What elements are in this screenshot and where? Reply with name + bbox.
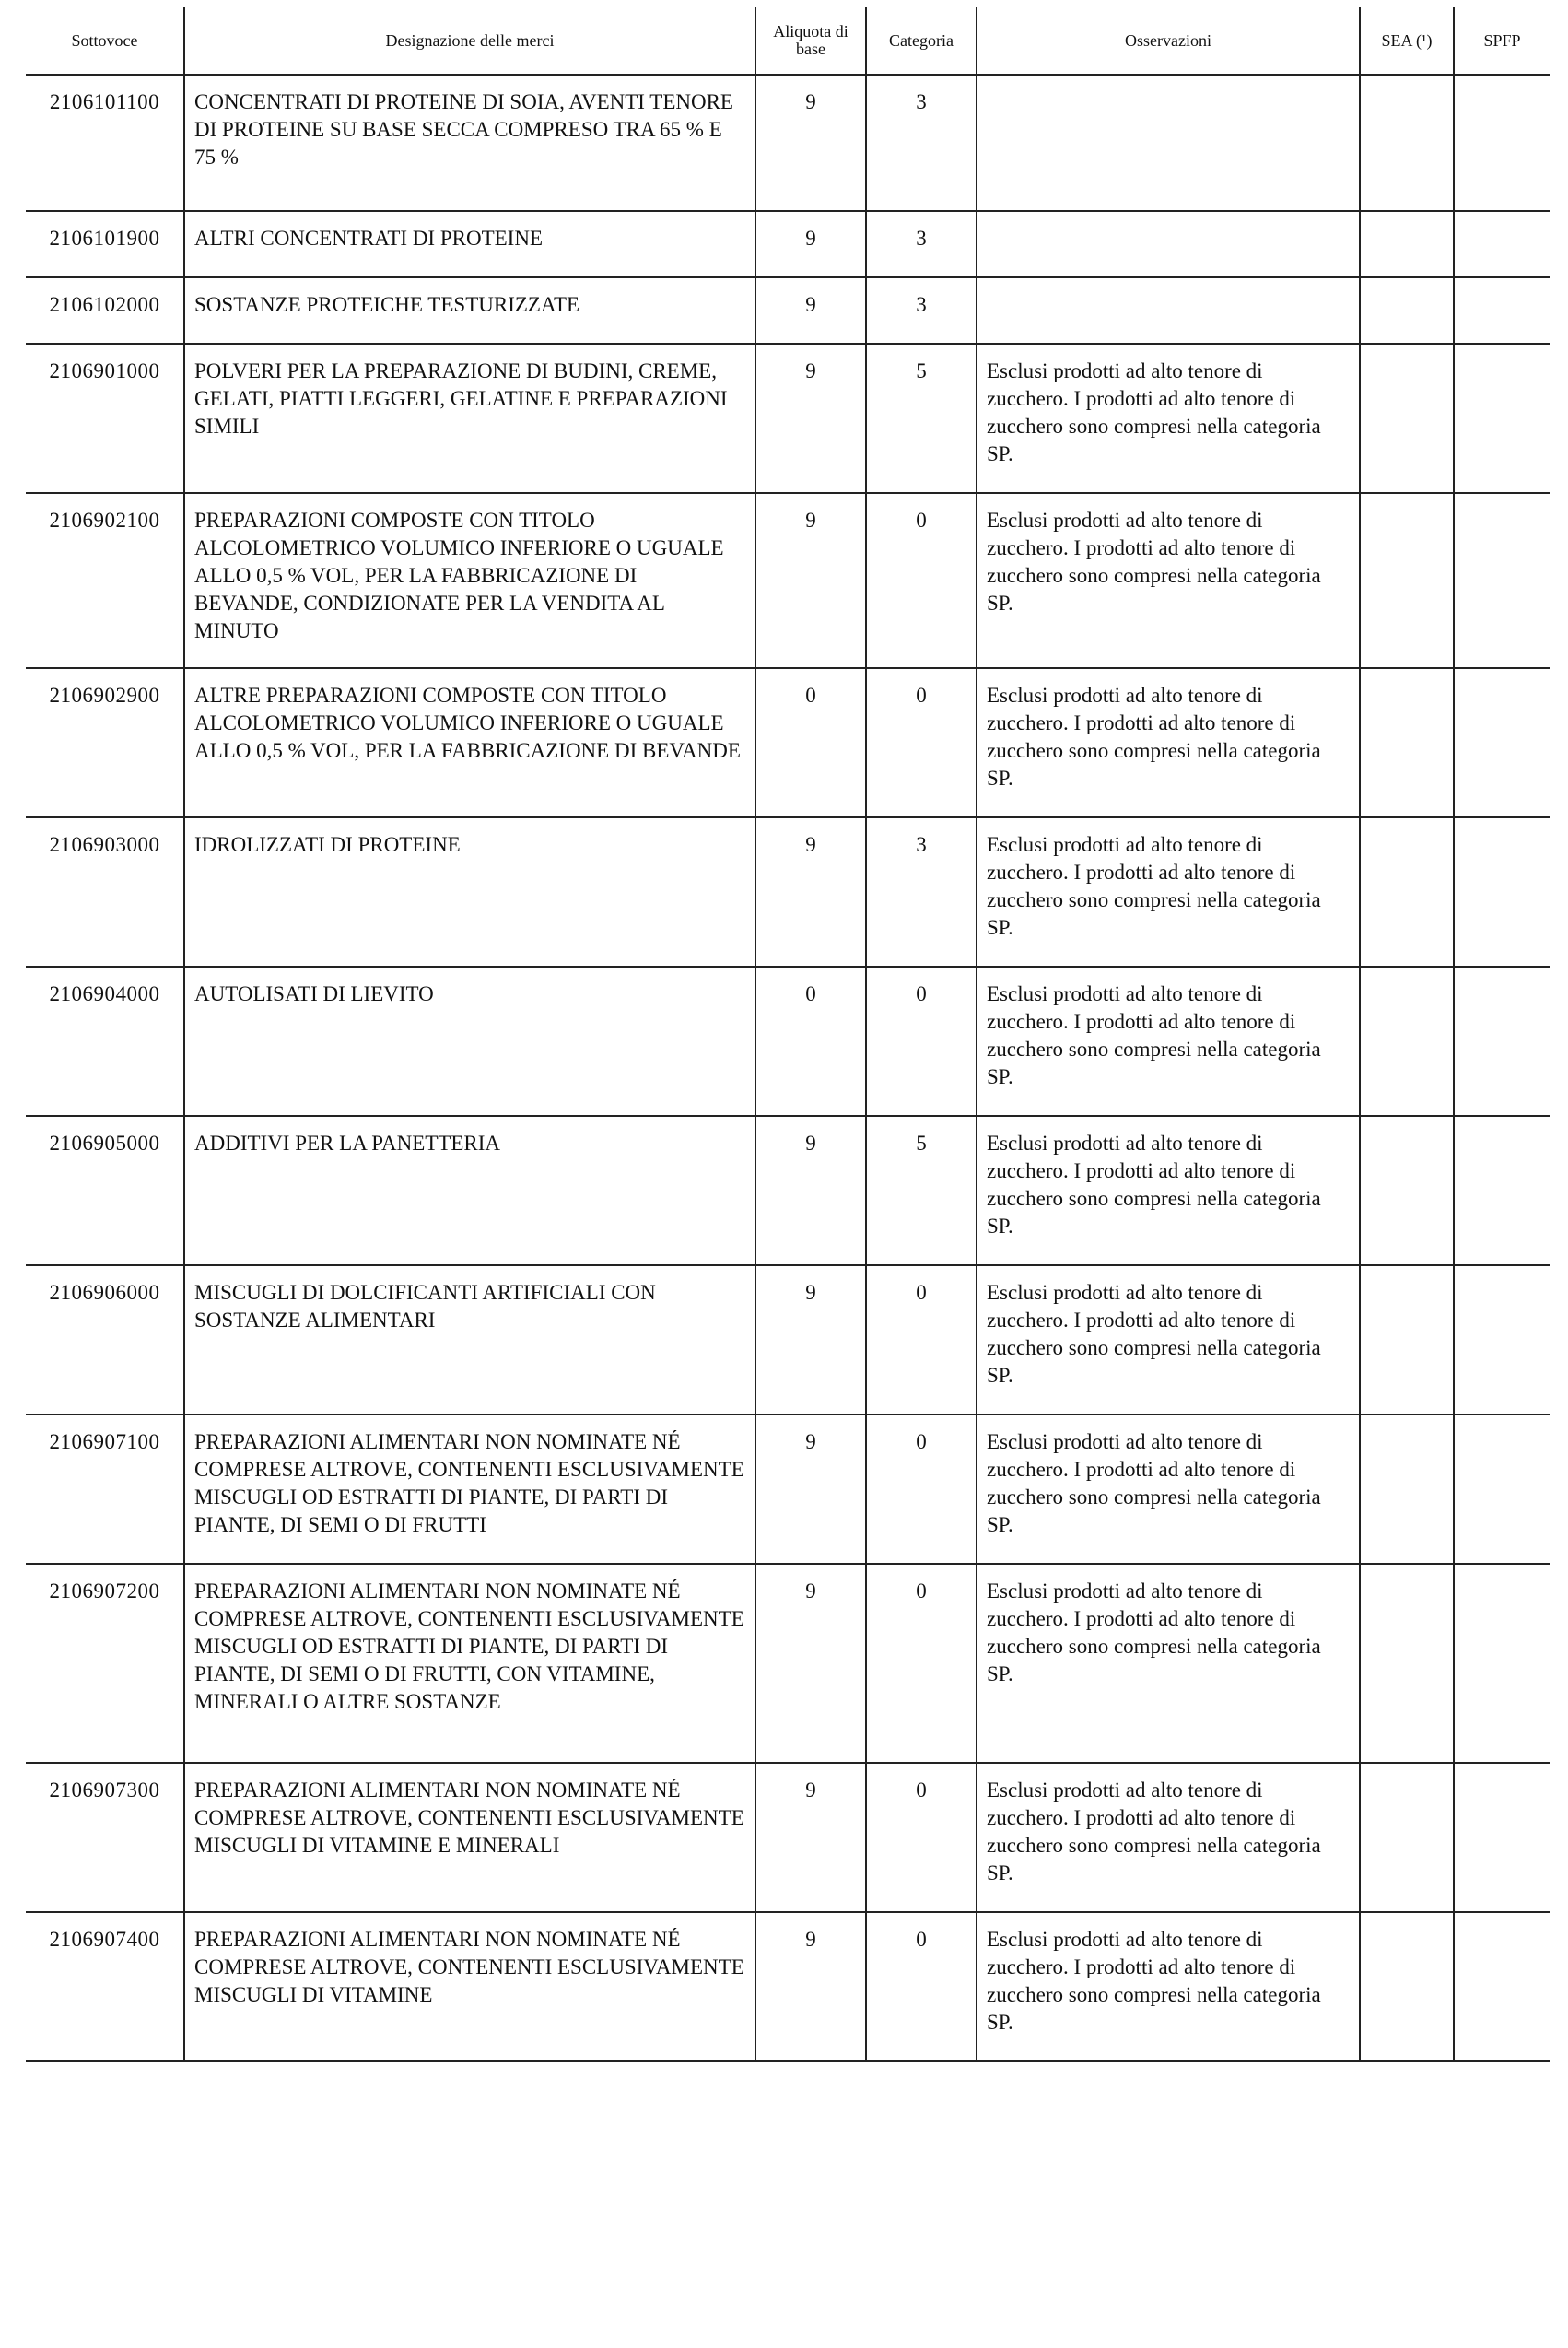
- cell-designazione: CONCENTRATI DI PROTEINE DI SOIA, AVENTI TENORE DI PROTEINE SU BASE SECCA COMPRESO TRA 65 % E 75 %: [184, 75, 755, 211]
- cell-aliquota: 9: [755, 277, 866, 344]
- cell-categoria: 0: [866, 493, 977, 668]
- cell-aliquota: 9: [755, 1564, 866, 1763]
- cell-sottovoce: 2106901000: [26, 344, 184, 493]
- cell-designazione: SOSTANZE PROTEICHE TESTURIZZATE: [184, 277, 755, 344]
- cell-categoria: 3: [866, 817, 977, 967]
- cell-osservazioni: Esclusi prodotti ad alto tenore di zucchero. I prodotti ad alto tenore di zucchero sono compresi nella categoria SP.: [977, 344, 1360, 493]
- cell-sea: [1360, 1265, 1454, 1415]
- cell-spfp: [1454, 1265, 1550, 1415]
- cell-aliquota: 9: [755, 344, 866, 493]
- cell-designazione: MISCUGLI DI DOLCIFICANTI ARTIFICIALI CON SOSTANZE ALIMENTARI: [184, 1265, 755, 1415]
- cell-osservazioni: Esclusi prodotti ad alto tenore di zucchero. I prodotti ad alto tenore di zucchero sono compresi nella categoria SP.: [977, 1564, 1360, 1763]
- cell-sea: [1360, 1912, 1454, 2061]
- cell-osservazioni: Esclusi prodotti ad alto tenore di zucchero. I prodotti ad alto tenore di zucchero sono compresi nella categoria SP.: [977, 1415, 1360, 1564]
- table-row: [26, 1564, 1550, 1763]
- cell-osservazioni: Esclusi prodotti ad alto tenore di zucchero. I prodotti ad alto tenore di zucchero sono compresi nella categoria SP.: [977, 1912, 1360, 2061]
- table-row: [26, 1116, 1550, 1265]
- cell-osservazioni: Esclusi prodotti ad alto tenore di zucchero. I prodotti ad alto tenore di zucchero sono compresi nella categoria SP.: [977, 668, 1360, 817]
- table-header: [26, 7, 1550, 75]
- cell-designazione: IDROLIZZATI DI PROTEINE: [184, 817, 755, 967]
- cell-designazione: PREPARAZIONI ALIMENTARI NON NOMINATE NÉ COMPRESE ALTROVE, CONTENENTI ESCLUSIVAMENTE MISCUGLI DI VITAMINE: [184, 1912, 755, 2061]
- table-body: [26, 75, 1550, 2061]
- cell-aliquota: 9: [755, 1265, 866, 1415]
- cell-aliquota: 9: [755, 211, 866, 277]
- cell-spfp: [1454, 277, 1550, 344]
- cell-sottovoce: 2106902100: [26, 493, 184, 668]
- cell-designazione: PREPARAZIONI ALIMENTARI NON NOMINATE NÉ COMPRESE ALTROVE, CONTENENTI ESCLUSIVAMENTE MISCUGLI OD ESTRATTI DI PIANTE, DI PARTI DI PIANTE, DI SEMI O DI FRUTTI: [184, 1415, 755, 1564]
- cell-sea: [1360, 277, 1454, 344]
- table-row: [26, 668, 1550, 817]
- cell-categoria: 0: [866, 1265, 977, 1415]
- cell-categoria: 0: [866, 1912, 977, 2061]
- table-row: [26, 75, 1550, 211]
- cell-osservazioni: Esclusi prodotti ad alto tenore di zucchero. I prodotti ad alto tenore di zucchero sono compresi nella categoria SP.: [977, 1116, 1360, 1265]
- cell-osservazioni: Esclusi prodotti ad alto tenore di zucchero. I prodotti ad alto tenore di zucchero sono compresi nella categoria SP.: [977, 967, 1360, 1116]
- cell-sottovoce: 2106907300: [26, 1763, 184, 1912]
- table-row: [26, 211, 1550, 277]
- cell-designazione: ADDITIVI PER LA PANETTERIA: [184, 1116, 755, 1265]
- cell-categoria: 5: [866, 344, 977, 493]
- cell-spfp: [1454, 1912, 1550, 2061]
- cell-designazione: ALTRI CONCENTRATI DI PROTEINE: [184, 211, 755, 277]
- table-row: [26, 1265, 1550, 1415]
- header-categoria: Categoria: [866, 7, 977, 75]
- header-sottovoce: Sottovoce: [26, 7, 184, 75]
- cell-categoria: 3: [866, 75, 977, 211]
- header-designazione: Designazione delle merci: [184, 7, 755, 75]
- cell-sottovoce: 2106907400: [26, 1912, 184, 2061]
- cell-sea: [1360, 967, 1454, 1116]
- cell-aliquota: 9: [755, 1116, 866, 1265]
- cell-sea: [1360, 211, 1454, 277]
- cell-aliquota: 9: [755, 493, 866, 668]
- cell-sea: [1360, 344, 1454, 493]
- header-osservazioni: Osservazioni: [977, 7, 1360, 75]
- cell-sottovoce: 2106903000: [26, 817, 184, 967]
- cell-spfp: [1454, 967, 1550, 1116]
- table-row: [26, 344, 1550, 493]
- cell-aliquota: 9: [755, 817, 866, 967]
- cell-aliquota: 9: [755, 1763, 866, 1912]
- cell-designazione: PREPARAZIONI COMPOSTE CON TITOLO ALCOLOMETRICO VOLUMICO INFERIORE O UGUALE ALLO 0,5 % VOL, PER LA FABBRICAZIONE DI BEVANDE, CONDIZIONATE PER LA VENDITA AL MINUTO: [184, 493, 755, 668]
- cell-categoria: 5: [866, 1116, 977, 1265]
- cell-sottovoce: 2106905000: [26, 1116, 184, 1265]
- cell-spfp: [1454, 75, 1550, 211]
- cell-sea: [1360, 75, 1454, 211]
- header-sea: SEA (¹): [1360, 7, 1454, 75]
- cell-categoria: 3: [866, 277, 977, 344]
- table-row: [26, 1912, 1550, 2061]
- cell-sottovoce: 2106904000: [26, 967, 184, 1116]
- cell-sottovoce: 2106902900: [26, 668, 184, 817]
- table-row: [26, 967, 1550, 1116]
- cell-sottovoce: 2106102000: [26, 277, 184, 344]
- cell-categoria: 0: [866, 1564, 977, 1763]
- cell-sottovoce: 2106907200: [26, 1564, 184, 1763]
- cell-spfp: [1454, 211, 1550, 277]
- header-spfp: SPFP: [1454, 7, 1550, 75]
- cell-sottovoce: 2106101100: [26, 75, 184, 211]
- cell-osservazioni: [977, 211, 1360, 277]
- cell-designazione: PREPARAZIONI ALIMENTARI NON NOMINATE NÉ COMPRESE ALTROVE, CONTENENTI ESCLUSIVAMENTE MISCUGLI OD ESTRATTI DI PIANTE, DI PARTI DI PIANTE, DI SEMI O DI FRUTTI, CON VITAMINE, MINERALI O ALTRE SOSTANZE: [184, 1564, 755, 1763]
- cell-sea: [1360, 1116, 1454, 1265]
- cell-sea: [1360, 1564, 1454, 1763]
- tariff-table: [26, 7, 1550, 2062]
- header-row: [26, 7, 1550, 75]
- cell-sea: [1360, 817, 1454, 967]
- cell-osservazioni: [977, 277, 1360, 344]
- table-row: [26, 817, 1550, 967]
- cell-spfp: [1454, 668, 1550, 817]
- cell-designazione: PREPARAZIONI ALIMENTARI NON NOMINATE NÉ COMPRESE ALTROVE, CONTENENTI ESCLUSIVAMENTE MISCUGLI DI VITAMINE E MINERALI: [184, 1763, 755, 1912]
- cell-sea: [1360, 1763, 1454, 1912]
- cell-categoria: 0: [866, 1415, 977, 1564]
- header-aliquota: Aliquota di base: [755, 7, 866, 75]
- table-row: [26, 1415, 1550, 1564]
- cell-spfp: [1454, 344, 1550, 493]
- cell-spfp: [1454, 1415, 1550, 1564]
- cell-sottovoce: 2106907100: [26, 1415, 184, 1564]
- cell-osservazioni: Esclusi prodotti ad alto tenore di zucchero. I prodotti ad alto tenore di zucchero sono compresi nella categoria SP.: [977, 493, 1360, 668]
- cell-osservazioni: Esclusi prodotti ad alto tenore di zucchero. I prodotti ad alto tenore di zucchero sono compresi nella categoria SP.: [977, 1265, 1360, 1415]
- cell-sea: [1360, 1415, 1454, 1564]
- cell-designazione: ALTRE PREPARAZIONI COMPOSTE CON TITOLO ALCOLOMETRICO VOLUMICO INFERIORE O UGUALE ALLO 0,5 % VOL, PER LA FABBRICAZIONE DI BEVANDE: [184, 668, 755, 817]
- cell-designazione: POLVERI PER LA PREPARAZIONE DI BUDINI, CREME, GELATI, PIATTI LEGGERI, GELATINE E PREPARAZIONI SIMILI: [184, 344, 755, 493]
- cell-sea: [1360, 668, 1454, 817]
- cell-aliquota: 9: [755, 1415, 866, 1564]
- table-row: [26, 277, 1550, 344]
- cell-aliquota: 9: [755, 75, 866, 211]
- cell-sottovoce: 2106906000: [26, 1265, 184, 1415]
- cell-osservazioni: [977, 75, 1360, 211]
- cell-categoria: 0: [866, 967, 977, 1116]
- cell-categoria: 0: [866, 1763, 977, 1912]
- cell-spfp: [1454, 1564, 1550, 1763]
- cell-aliquota: 0: [755, 668, 866, 817]
- cell-sottovoce: 2106101900: [26, 211, 184, 277]
- cell-spfp: [1454, 817, 1550, 967]
- cell-spfp: [1454, 1116, 1550, 1265]
- cell-aliquota: 0: [755, 967, 866, 1116]
- cell-sea: [1360, 493, 1454, 668]
- cell-categoria: 0: [866, 668, 977, 817]
- cell-aliquota: 9: [755, 1912, 866, 2061]
- cell-spfp: [1454, 1763, 1550, 1912]
- cell-designazione: AUTOLISATI DI LIEVITO: [184, 967, 755, 1116]
- cell-spfp: [1454, 493, 1550, 668]
- table-row: [26, 493, 1550, 668]
- cell-osservazioni: Esclusi prodotti ad alto tenore di zucchero. I prodotti ad alto tenore di zucchero sono compresi nella categoria SP.: [977, 1763, 1360, 1912]
- cell-osservazioni: Esclusi prodotti ad alto tenore di zucchero. I prodotti ad alto tenore di zucchero sono compresi nella categoria SP.: [977, 817, 1360, 967]
- table-row: [26, 1763, 1550, 1912]
- cell-categoria: 3: [866, 211, 977, 277]
